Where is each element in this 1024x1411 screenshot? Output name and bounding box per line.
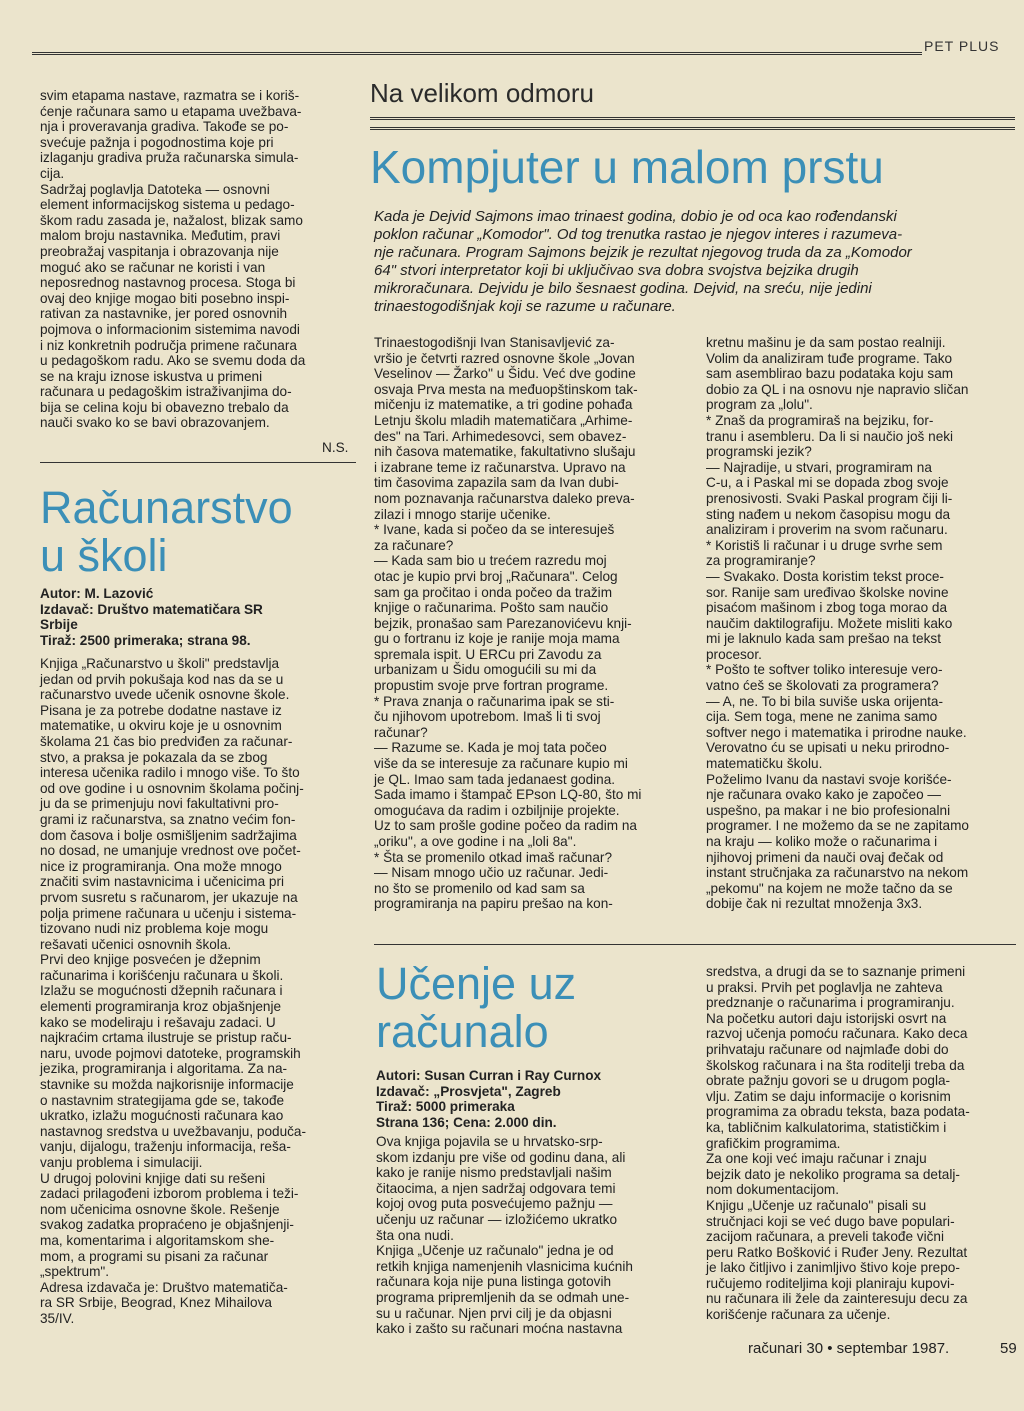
feature-column-1: Trinaestogodišnji Ivan Stanisavljević za- vršio je četvrti razred osnovne škole „Jovan Veselinov — Žarko" u Šidu. Već dve godine osvaja Prva mesta na međuopštinskom tak- mičenju iz matematike, a tri godine pohađa Letnju školu mladih matematičara „Arhime- des" na Tari. Arhimedesovci, sem obavez- nih časova matematike, fakultativno slušaju i izabrane teme iz računarstva. Upravo na tim časovima zapazila sam da Ivan dubi- nom poznavanja računarstva daleko preva- zilazi i mnogo starije učenike. * Ivane, kada si počeo da se interesuješ za računare? — Kada sam bio u trećem razredu moj otac je kupio prvi broj „Računara". Celog sam ga pročitao i onda počeo da tražim knjige o računarima. Pošto sam naučio bejzik, pronašao sam Parezanovićevu knji- gu o fortranu iz koje je ranije moja mama spremala ispit. U ERCu pri Zavodu za urbanizam u Šidu omogućili su mi da propustim svoje prve fortran programe. * Prava znanja o računarima ipak se sti- ču njihovom upotrebom. Imaš li ti svoj računar? — Razume se. Kada je moj tata počeo više da se interesuje za računare kupio mi je QL. Imao sam tada jedanaest godina. Sada imamo i štampač EPson LQ-80, što mi omogućava da radim i ozbiljnije projekte. Uz to sam prošle godine počeo da radim na „oriku", a ove godine i na „loli 8a". * Šta se promenilo otkad imaš računar? — Nisam mnogo učio uz računar. Jedi- no što se promenilo od kad sam sa programiranja na papiru prešao na kon-	[374, 335, 642, 912]
header-rule	[32, 52, 922, 55]
feature-kicker: Na velikom odmoru	[370, 78, 594, 108]
feature-rule-2	[370, 127, 1015, 130]
issue-footer: računari 30 • septembar 1987.	[748, 1340, 950, 1357]
section-divider	[374, 944, 1016, 945]
review-body-ucenje-1: Ova knjiga pojavila se u hrvatsko-srp- skom izdanju pre više od godinu dana, ali kako je ranije nismo predstavljali našim čitaocima, a njen sadržaj odgovara temi kojoj ovog puta posvećujemo pažnju — učenju uz računar — izložićemo ukratko šta ona nudi. Knjiga „Učenje uz računalo" jedna je od retkih knjiga namenjenih vlasnicima kućnih računara koja nije puna listinga gotovih programa pripremljenih da se odmah une- su u računar. Njen prvi cilj je da objasni kako i zašto su računari moćna nastavna	[376, 1134, 633, 1337]
review-meta-ucenje: Autori: Susan Curran i Ray Curnox Izdavač: „Prosvjeta", Zagreb Tiraž: 5000 primeraka Strana 136; Cena: 2.000 din.	[376, 1068, 602, 1130]
review-body-racunarstvo: Knjiga „Računarstvo u školi" predstavlja jedan od prvih pokušaja kod nas da se u računarstvo uvede učenik osnovne škole. Pisana je za potrebe dodatne nastave iz matematike, u okviru koje je u osnovnim školama 21 čas bio predviđen za računar- stvo, a praksa je pokazala da se zbog interesa učenika radilo i mnogo više. To što od ove godine i u osnovnim školama počinj- ju da se primenjuju novi fakultativni pro- grami iz računarstva, sa znatno većim fon- dom časova i bolje osmišljenim sadržajima no dosad, ne umanjuje vrednost ove počet- nice iz programiranja. Ona može mnogo značiti svim nastavnicima i učenicima pri prvom susretu s računarom, jer ukazuje na polja primene računara u učenju i sistema- tizovano nudi niz problema koje mogu rešavati učenici osnovnih škola. Prvi deo knjige posvećen je džepnim računarima i korišćenju računara u školi. Izlažu se mogućnosti džepnih računara i elementi programiranja kroz objašnjenje kako se modeliraju i rešavaju zadaci. U najkraćim crtama ilustruje se pristup raču- naru, uvode pojmovi datoteke, programskih jezika, programiranja i algoritama. Za na- stavnike su možda najkorisnije informacije o nastavnim strategijama gde se, takođe ukratko, izlažu mogućnosti računara kao nastavnog sredstva u uvežbavanju, poduča- vanju, dijalogu, traženju informacija, reša- vanju problema i simulaciji. U drugoj polovini knjige dati su rešeni zadaci prilagođeni izborom problema i teži- nom učenicima osnovne škole. Rešenje svakog zadatka propraćeno je objašnjenji- ma, komentarima i algoritamskom she- mom, a programi su pisani za računar „spektrum". Adresa izdavača je: Društvo matematiča- ra SR Srbije, Beograd, Knez Mihailova 35/IV.	[40, 656, 307, 1326]
magazine-section-label: PET PLUS	[924, 38, 1000, 54]
page-number: 59	[1000, 1340, 1017, 1357]
review-title-ucenje: Učenje uz računalo	[376, 958, 577, 1057]
feature-rule-1	[370, 117, 1015, 120]
review-body-ucenje-2: sredstva, a drugi da se to saznanje primeni u praksi. Prvih pet poglavlja ne zahteva predznanje o računarima i programiranju. Na početku autori daju istorijski osvrt na razvoj učenja pomoću računara. Kako deca prihvataju računare od najmlađe dobi do školskog računara i na šta roditelji treba da obrate pažnju govori se u drugom pogla- vlju. Zatim se daju informacije o korisnim programima za obradu teksta, baza podata- ka, tabličnim kalkulatorima, statističkim i grafičkim programima. Za one koji već imaju računar i znaju bejzik dato je nekoliko programa sa detalj- nom dokumentacijom. Knjigu „Učenje uz računalo" pisali su stručnjaci koji se već dugo bave populari- zacijom računara, a preveli takođe vični peru Ratko Bošković i Ruđer Jeny. Rezultat je lako čitljivo i zanimljivo štivo koje prepo- ručujemo roditeljima koji planiraju kupovi- nu računara ili žele da zainteresuju decu za korišćenje računara za učenje.	[706, 964, 970, 1323]
author-signature: N.S.	[322, 440, 349, 455]
review-title-racunarstvo: Računarstvo u školi	[40, 482, 293, 581]
section-divider	[40, 462, 356, 463]
previous-review-text: svim etapama nastave, razmatra se i koriš- ćenje računara samo u etapama uvežbava- nja i proveravanja gradiva. Takođe se po- svećuje pažnja i pogodnostima koje pri izlaganju gradiva pruža računarska simula- cija. Sadržaj poglavlja Datoteka — osnovni element informacijskog sistema u pedago- škom radu zasada je, nažalost, blizak samo malom broju nastavnika. Međutim, pravi preobražaj vaspitanja i obrazovanja nije moguć ako se računar ne koristi i van neposrednog nastavnog procesa. Stoga bi ovaj deo knjige mogao biti posebno inspi- rativan za nastavnike, jer pored osnovnih pojmova o informacionim sistemima navodi i niz konkretnih područja primene računara u pedagoškom radu. Ako se svemu doda da se na kraju iznose iskustva u primeni računara u pedagoškim istraživanjima do- bija se celina koju bi obavezno trebalo da nauči svako ko se bavi obrazovanjem.	[40, 88, 306, 431]
feature-title: Kompjuter u malom prstu	[370, 141, 884, 193]
feature-column-2: kretnu mašinu je da sam postao realniji. Volim da analiziram tuđe programe. Tako sam asemblirao bazu podataka koju sam dobio za QL i na osnovu nje napravio sličan program za „lolu". * Znaš da programiraš na bejziku, for- tranu i asembleru. Da li si naučio još neki programski jezik? — Najradije, u stvari, programiram na C-u, a i Paskal mi se dopada zbog svoje prenosivosti. Svaki Paskal program čiji li- sting nađem u nekom časopisu mogu da analiziram i proverim na svom računaru. * Koristiš li računar i u druge svrhe sem za programiranje? — Svakako. Dosta koristim tekst proce- sor. Ranije sam uređivao školske novine pisaćom mašinom i zbog toga morao da naučim daktilografiju. Možete misliti kako mi je laknulo kada sam prešao na tekst procesor. * Pošto te softver toliko interesuje vero- vatno ćeš se školovati za programera? — A, ne. To bi bila suviše uska orijenta- cija. Sem toga, mene ne zanima samo softver nego i matematika i prirodne nauke. Verovatno ću se upisati u neku prirodno- matematičku školu. Poželimo Ivanu da nastavi svoje korišće- nje računara ovako kako je započeo — uspešno, pa makar i ne bio profesionalni programer. I ne možemo da se ne zapitamo na kraju — koliko može o računarima i njihovoj primeni da nauči ovaj đečak od instant stručnjaka za računarstvo na nekom „pekomu" na kojem ne može tačno da se dobije čak ni rezultat množenja 3x3.	[706, 335, 969, 912]
review-meta-racunarstvo: Autor: M. Lazović Izdavač: Društvo matematičara SR Srbije Tiraž: 2500 primeraka; strana 98.	[40, 586, 263, 648]
feature-lead: Kada je Dejvid Sajmons imao trinaest godina, dobio je od oca kao rođendanski poklon računar „Komodor". Od tog trenutka rastao je njegov interes i razumeva- nje računara. Program Sajmons bejzik je rezultat njegovog truda da za „Komodor 64" stvori interpretator koji bi uključivao sva dobra svojstva bejzika drugih mikroračunara. Dejvidu je bilo šesnaest godina. Dejvid, na sreću, nije jedini trinaestogodišnjak koji se razume u računare.	[374, 208, 912, 315]
